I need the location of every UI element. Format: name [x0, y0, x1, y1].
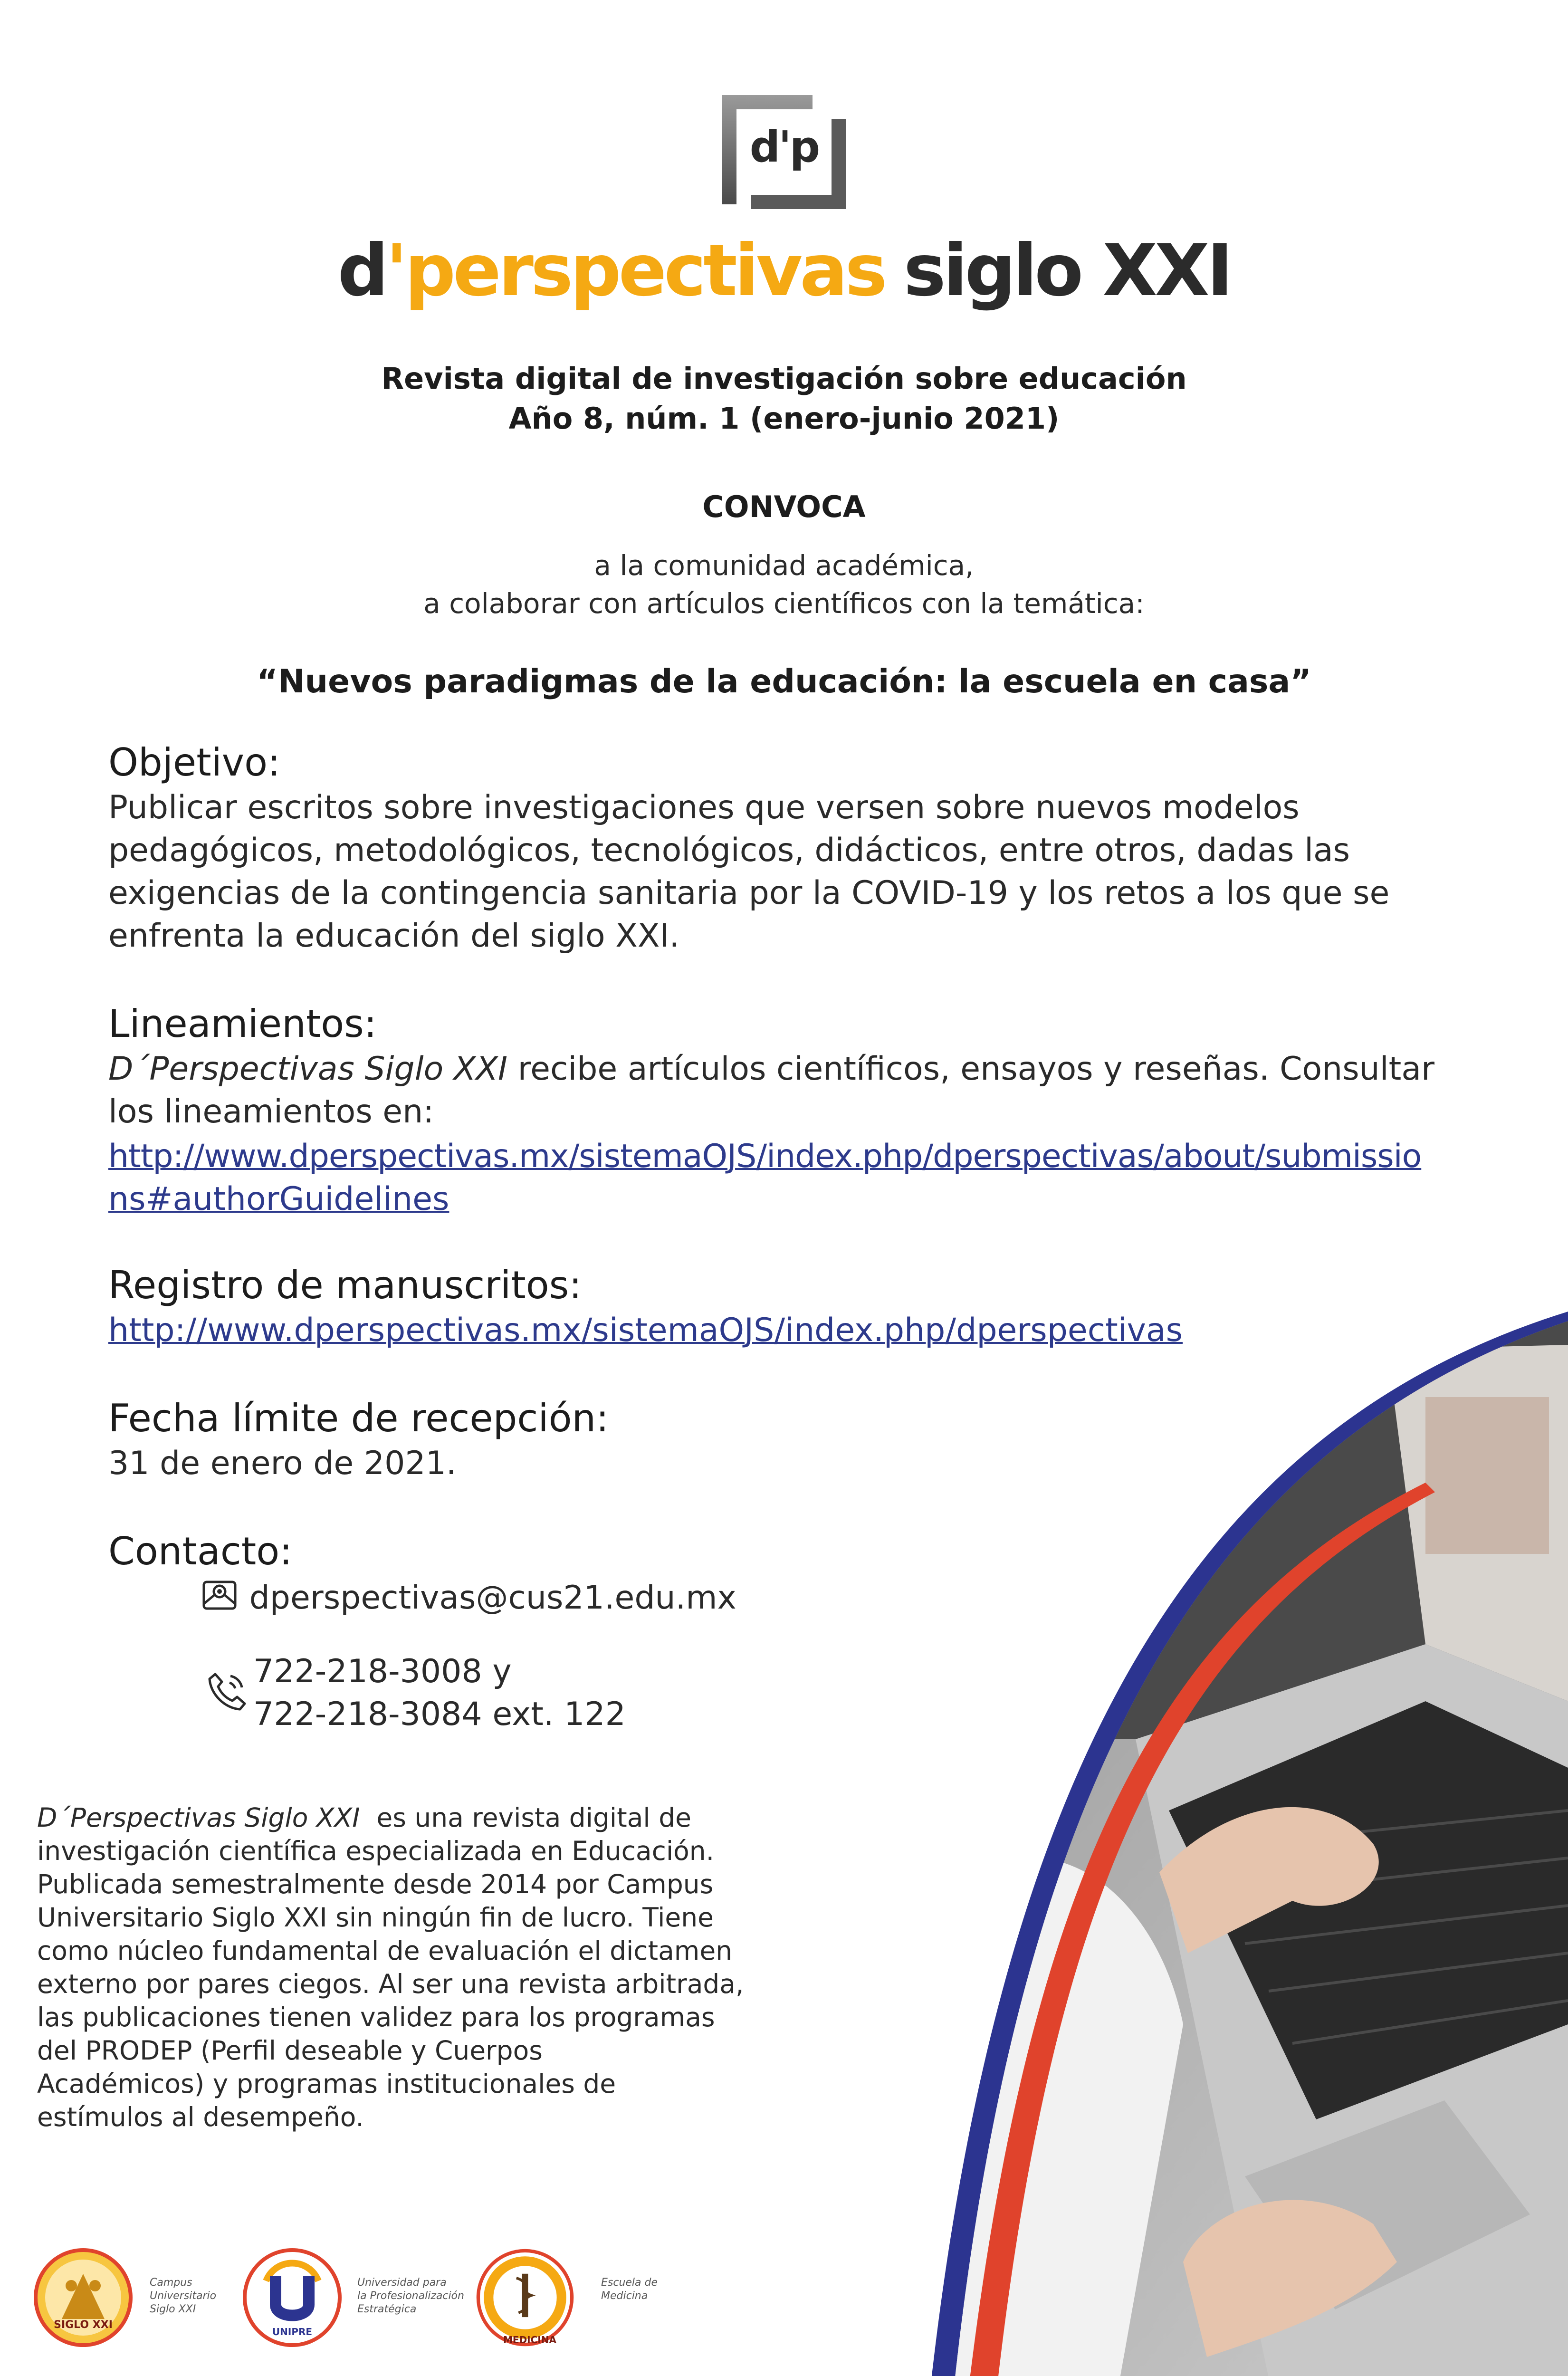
subtitle-line-1: Revista digital de investigación sobre educación — [381, 361, 1187, 396]
logo2-caption — [357, 2276, 464, 2316]
medicina-seal-icon — [475, 2248, 575, 2347]
contact-email-row — [201, 1575, 1463, 1624]
invitation-text — [0, 546, 1568, 623]
blurb-line: Publicada semestralmente desde 2014 por Campus — [37, 1869, 714, 1899]
logo1-caption — [150, 2276, 216, 2316]
logo3-text: MEDICINA — [503, 2334, 556, 2346]
blurb-line: estímulos al desempeño. — [37, 2102, 364, 2132]
caption-line: Estratégica — [357, 2303, 417, 2315]
journal-name-italic: D´Perspectivas Siglo XXI — [108, 1050, 508, 1088]
logo1-text: SIGLO XXI — [54, 2319, 113, 2331]
blurb-line: Universitario Siglo XXI sin ningún fin de lucro. Tiene — [37, 1902, 714, 1933]
invite-line-2: a colaborar con artículos científicos con la temática: — [423, 587, 1145, 620]
journal-wordmark — [0, 223, 1568, 318]
fecha-value: 31 de enero de 2021. — [108, 1445, 457, 1482]
phone-icon — [206, 1669, 249, 1714]
wordmark-siglo: siglo XXI — [903, 230, 1231, 312]
contact-phone-line2[interactable]: 722-218-3084 ext. 122 — [253, 1696, 626, 1733]
guidelines-link-line2[interactable]: ns#authorGuidelines — [108, 1180, 449, 1218]
logo-medicina — [475, 2248, 575, 2349]
registro-heading: Registro de manuscritos: — [108, 1263, 582, 1307]
laptop-photo — [684, 1312, 1568, 2376]
caption-line: Escuela de — [601, 2277, 658, 2289]
wordmark-d: d — [337, 230, 386, 312]
blurb-line: las publicaciones tienen validez para los programas — [37, 2002, 715, 2032]
fecha-heading: Fecha límite de recepción: — [108, 1396, 609, 1440]
contacto-section — [108, 1528, 1463, 1736]
lineamientos-text — [108, 1048, 1463, 1091]
blurb-journal-name: D´Perspectivas Siglo XXI — [37, 1802, 360, 1833]
caption-line: la Profesionalización — [357, 2290, 464, 2302]
logo2-text: UNIPRE — [272, 2326, 313, 2338]
blurb-first-rest: es una revista digital de — [360, 1802, 691, 1833]
caption-line: Universidad para — [357, 2277, 447, 2289]
lineamientos-text-rest: recibe artículos científicos, ensayos y reseñas. Consultar — [507, 1050, 1434, 1088]
objetivo-line: enfrenta la educación del siglo XXI. — [108, 917, 680, 955]
blurb-line: como núcleo fundamental de evaluación el dictamen — [37, 1935, 733, 1966]
call-theme: “Nuevos paradigmas de la educación: la escuela en casa” — [257, 663, 1311, 700]
laptop-typing-image — [684, 1312, 1568, 2376]
contact-email[interactable]: dperspectivas@cus21.edu.mx — [249, 1579, 736, 1617]
lineamientos-section — [108, 1000, 1463, 1221]
journal-description — [37, 1801, 778, 2134]
logo-siglo-xxi — [33, 2248, 133, 2349]
blurb-line: Académicos) y programas institucionales de — [37, 2069, 616, 2099]
wordmark-apostrophe: ' — [385, 230, 405, 312]
objetivo-heading: Objetivo: — [108, 740, 281, 785]
blurb-line: externo por pares ciegos. Al ser una revista arbitrada, — [37, 1969, 744, 1999]
email-at-icon — [201, 1575, 239, 1624]
convoca-heading: CONVOCA — [702, 489, 866, 524]
contact-phone-line1[interactable]: 722-218-3008 y — [253, 1653, 512, 1690]
blurb-line: investigación científica especializada en Educación. — [37, 1836, 715, 1866]
lineamientos-text-line2: los lineamientos en: — [108, 1093, 434, 1131]
registro-link[interactable]: http://www.dperspectivas.mx/sistemaOJS/index.php/dperspectivas — [108, 1312, 1183, 1349]
logo3-caption — [601, 2276, 658, 2303]
objetivo-line: pedagógicos, metodológicos, tecnológicos, didácticos, entre otros, dadas las — [108, 832, 1350, 869]
journal-subtitle — [0, 359, 1568, 439]
caption-line: Medicina — [601, 2290, 648, 2302]
contact-phone-row — [206, 1650, 1463, 1736]
blurb-line: del PRODEP (Perfil deseable y Cuerpos — [37, 2035, 543, 2066]
caption-line: Universitario — [150, 2290, 217, 2302]
objetivo-line: Publicar escritos sobre investigaciones que versen sobre nuevos modelos — [108, 789, 1300, 826]
caption-line: Campus — [150, 2277, 192, 2289]
logo-unipre — [242, 2248, 342, 2349]
subtitle-line-2: Año 8, núm. 1 (enero-junio 2021) — [508, 401, 1060, 436]
wordmark-perspectivas: perspectivas — [404, 230, 885, 312]
objetivo-line: exigencias de la contingencia sanitaria por la COVID-19 y los retos a los que se — [108, 874, 1390, 912]
siglo-xxi-seal-icon — [33, 2248, 133, 2347]
guidelines-link-line1[interactable]: http://www.dperspectivas.mx/sistemaOJS/index.php/dperspectivas/about/submissio — [108, 1138, 1422, 1175]
guidelines-link[interactable] — [108, 1135, 1463, 1221]
objetivo-section — [108, 739, 1463, 958]
contacto-heading: Contacto: — [108, 1529, 293, 1573]
logo-mark-text — [741, 121, 827, 173]
invite-line-1: a la comunidad académica, — [594, 549, 974, 582]
lineamientos-heading: Lineamientos: — [108, 1002, 377, 1046]
logo-mark-letters: d'p — [749, 122, 819, 172]
blurb-line — [37, 1801, 778, 1834]
caption-line: Siglo XXI — [150, 2303, 196, 2315]
